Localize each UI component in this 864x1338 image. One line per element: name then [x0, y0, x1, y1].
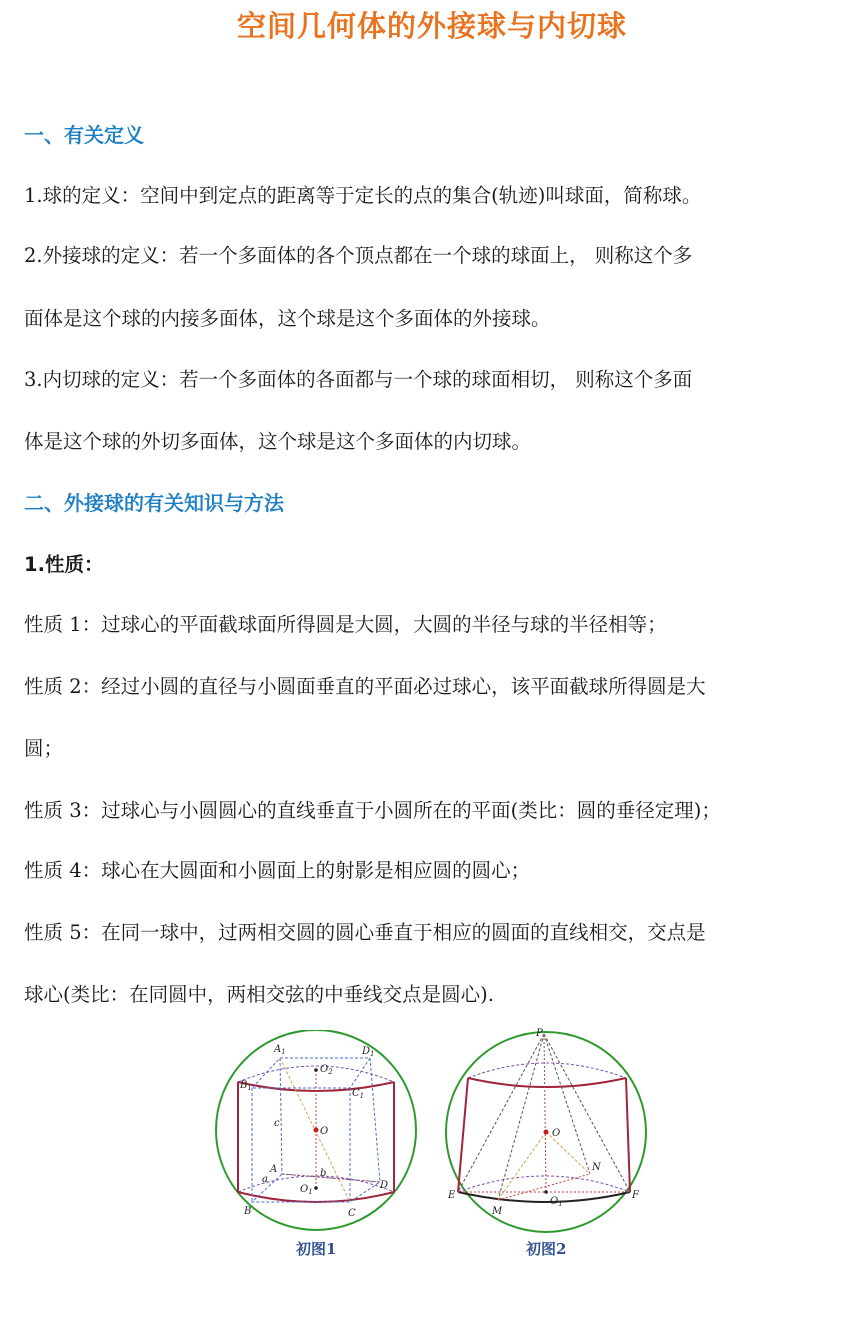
label-D1: $D_1$: [362, 1046, 375, 1058]
label-O1: $O_1$: [300, 1184, 313, 1196]
label-N: N: [592, 1162, 601, 1173]
label-C: C: [348, 1208, 356, 1219]
definition-line-4: 3.内切球的定义：若一个多面体的各面都与一个球的球面相切， 则称这个多面: [24, 368, 693, 391]
label-b: b: [320, 1168, 327, 1179]
label-P: P: [536, 1028, 543, 1039]
label-A1: $A_1$: [274, 1044, 286, 1056]
label-c: c: [274, 1118, 280, 1129]
property-line-5: 性质 5：在同一球中，过两相交圆的圆心垂直于相应的圆面的直线相交，交点是: [24, 921, 706, 944]
label-O: O: [552, 1128, 561, 1139]
label-B: B: [244, 1206, 252, 1217]
label-O1: $O_1$: [550, 1196, 563, 1208]
figure-1-prism-in-sphere: [210, 1030, 424, 1236]
definition-line-3: 面体是这个球的内接多面体，这个球是这个多面体的外接球。: [24, 307, 551, 330]
label-M: M: [492, 1206, 503, 1217]
property-line-1: 性质 1：过球心的平面截球面所得圆是大圆，大圆的半径与球的半径相等；: [24, 613, 667, 636]
property-line-3: 性质 3：过球心与小圆圆心的直线垂直于小圆所在的平面(类比：圆的垂径定理)；: [24, 799, 721, 822]
section-heading-definitions: 一、有关定义: [24, 123, 144, 147]
label-a: a: [262, 1174, 268, 1185]
figure-2-cone-in-sphere: [440, 1024, 654, 1236]
property-line-4: 性质 4：球心在大圆面和小圆面上的射影是相应圆的圆心；: [24, 859, 531, 882]
properties-subheading: 1.性质：: [24, 553, 104, 576]
label-D: D: [380, 1180, 389, 1191]
label-F: F: [632, 1190, 639, 1201]
label-E: E: [448, 1190, 456, 1201]
section-heading-circumsphere: 二、外接球的有关知识与方法: [24, 491, 284, 515]
definition-line-1: 1.球的定义：空间中到定点的距离等于定长的点的集合(轨迹)叫球面，简称球。: [24, 184, 702, 207]
property-line-5-cont: 球心(类比：在同圆中，两相交弦的中垂线交点是圆心).: [24, 983, 494, 1006]
figure-1-caption: 初图1: [296, 1240, 337, 1258]
label-A: A: [270, 1164, 278, 1175]
definition-line-2: 2.外接球的定义：若一个多面体的各个顶点都在一个球的球面上， 则称这个多: [24, 244, 693, 267]
label-C1: $C_1$: [352, 1088, 365, 1100]
definition-line-5: 体是这个球的外切多面体，这个球是这个多面体的内切球。: [24, 430, 532, 453]
label-O: O: [320, 1126, 329, 1137]
label-B1: $B_1$: [240, 1080, 252, 1092]
page-title: 空间几何体的外接球与内切球: [236, 9, 627, 43]
label-O2: $O_2$: [320, 1064, 333, 1076]
property-line-2-cont: 圆；: [24, 737, 64, 760]
property-line-2: 性质 2：经过小圆的直径与小圆面垂直的平面必过球心，该平面截球所得圆是大: [24, 675, 706, 698]
figure-2-caption: 初图2: [526, 1240, 567, 1258]
